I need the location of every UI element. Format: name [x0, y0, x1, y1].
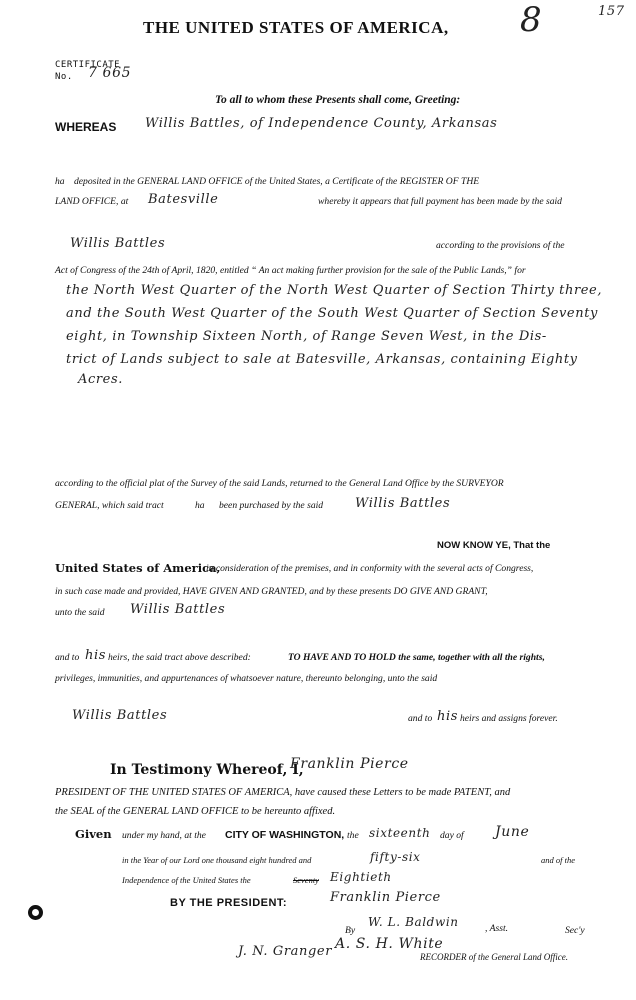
grant-his-2: his [437, 709, 459, 724]
survey-line2-a: GENERAL, which said tract [55, 500, 164, 511]
testimony-line1: PRESIDENT OF THE UNITED STATES OF AMERICA, have caused these Letters to be made PATENT, and [55, 787, 511, 798]
testimony-line2: the SEAL of the GENERAL LAND OFFICE to be hereunto affixed. [55, 806, 336, 817]
grantee-name: Willis Battles [130, 602, 226, 617]
land-description-line: Acres. [78, 372, 123, 387]
certificate-label: CERTIFICATE [55, 60, 121, 70]
grant-line4-c: TO HAVE AND TO HOLD the same, together with all the rights, [288, 652, 545, 663]
grant-line4-a: and to [55, 652, 80, 663]
whereas-name: Willis Battles, of Independence County, Arkansas [145, 116, 498, 131]
holder-name: Willis Battles [72, 708, 168, 723]
deposit-line2-b: whereby it appears that full payment has been made by the said [318, 196, 562, 207]
deposit-ha: ha [55, 176, 65, 187]
deposit-line1: deposited in the GENERAL LAND OFFICE of the United States, a Certificate of the REGISTER OF THE [74, 176, 480, 187]
given-year: fifty-six [370, 850, 421, 864]
granger-signature: J. N. Granger [238, 944, 333, 959]
document-title: THE UNITED STATES OF AMERICA, [143, 18, 449, 37]
given-gothic: Given [75, 827, 112, 841]
page-number: 157 [598, 4, 625, 19]
given-line3-a: Independence of the United States the [122, 875, 251, 885]
given-day: sixteenth [369, 826, 431, 840]
given-independence-year: Eightieth [330, 870, 392, 884]
given-line1-c: day of [440, 830, 464, 841]
secy-label: Sec'y [565, 925, 585, 936]
grant-line4-b: heirs, the said tract above described: [108, 652, 251, 663]
corner-mark: 8 [520, 0, 543, 40]
secretary-signature: W. L. Baldwin [368, 915, 459, 929]
deposit-line3-b: according to the provisions of the [436, 240, 565, 251]
grant-line6-a: and to [408, 713, 433, 724]
grant-line1: in consideration of the premises, and in conformity with the several acts of Congress, [206, 563, 534, 574]
survey-line1: according to the official plat of the Survey of the said Lands, returned to the General Land Office by the SURVEYOR [55, 478, 504, 489]
given-line1-a: under my hand, at the [122, 830, 206, 841]
certificate-no-label: No. [55, 72, 73, 82]
survey-line2-b: ha [195, 500, 205, 511]
payer-name: Willis Battles [70, 236, 166, 251]
grant-line2: in such case made and provided, HAVE GIVEN AND GRANTED, and by these presents DO GIVE AND GRANT, [55, 586, 488, 597]
land-office-place: Batesville [148, 192, 219, 207]
given-city: CITY OF WASHINGTON, [225, 829, 345, 841]
by-label: By [345, 925, 356, 936]
given-line3-strike: Seventy [293, 875, 319, 885]
land-description-line: trict of Lands subject to sale at Batesville, Arkansas, containing Eighty [66, 352, 578, 367]
president-name: Franklin Pierce [290, 756, 409, 772]
whereas-label: WHEREAS [55, 120, 117, 134]
given-line2-b: and of the [541, 855, 575, 865]
seal-mark [28, 905, 43, 920]
recorder-label: RECORDER of the General Land Office. [420, 952, 568, 962]
grant-line6-b: heirs and assigns forever. [460, 713, 558, 724]
grant-his: his [85, 648, 107, 663]
by-the-president: BY THE PRESIDENT: [170, 897, 288, 909]
president-signature: Franklin Pierce [330, 890, 441, 905]
deposit-line4: Act of Congress of the 24th of April, 1820, entitled “ An act making further provision for the sale of the Public Lands,” for [55, 265, 526, 276]
deposit-line2-a: LAND OFFICE, at [55, 196, 129, 207]
purchaser-name: Willis Battles [355, 496, 451, 511]
testimony-gothic: In Testimony Whereof, I, [110, 762, 304, 778]
given-month: June [495, 824, 530, 840]
land-description-line: and the South West Quarter of the South West Quarter of Section Seventy [66, 306, 598, 321]
given-line2-a: in the Year of our Lord one thousand eight hundred and [122, 855, 312, 865]
recorder-signature: A. S. H. White [335, 936, 444, 952]
land-description-line: the North West Quarter of the North West Quarter of Section Thirty three, [66, 283, 603, 298]
given-line1-b: the [347, 830, 359, 841]
greeting: To all to whom these Presents shall come, Greeting: [215, 94, 461, 106]
asst-label: , Asst. [485, 923, 509, 934]
grant-line5: privileges, immunities, and appurtenances of whatsoever nature, thereunto belonging, unto the said [55, 673, 438, 684]
grant-line3: unto the said [55, 607, 105, 618]
survey-line2-c: been purchased by the said [219, 500, 324, 511]
certificate-number: 7 665 [88, 65, 132, 81]
land-description-line: eight, in Township Sixteen North, of Range Seven West, in the Dis- [66, 329, 547, 344]
now-know-ye: NOW KNOW YE, That the [437, 540, 551, 551]
united-states-gothic: United States of America, [55, 561, 221, 575]
